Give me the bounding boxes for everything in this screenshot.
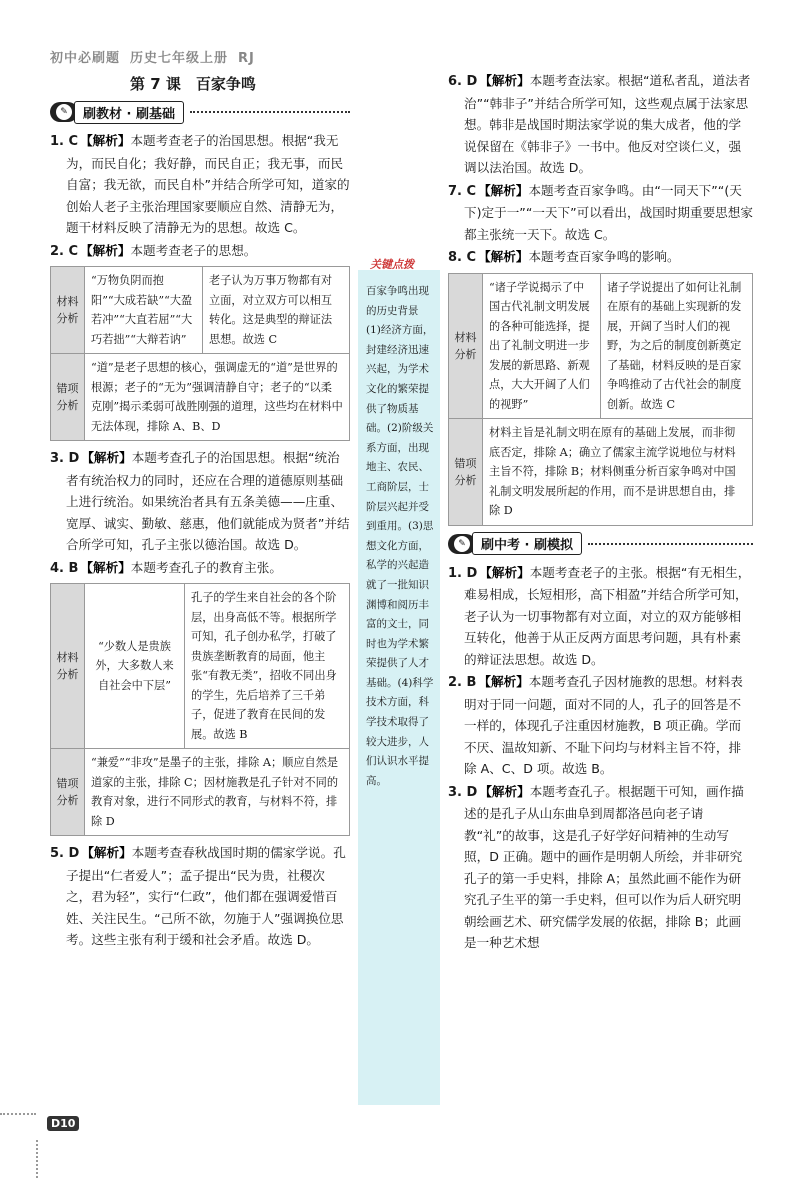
right-column [448, 70, 753, 955]
section-banner-exam: ✎ 刷中考 · 刷模拟 [448, 532, 753, 556]
edge-dots [36, 1140, 38, 1178]
left-column [50, 100, 350, 952]
analysis-table-2: 材料分析 “万物负阴而抱阳”“大成若缺”“大盈若冲”“大直若屈”“大巧若拙”“大辩若讷” 老子认为万事万物都有对立面，对立双方可以相互转化。这是典型的辩证法思想。故选 C 错项分析 “道”是老子思想的核心，强调虚无的“道”是世界的根源；老子的“无为”强调清静自守；老子的“以柔克刚”揭示柔弱可战胜刚强的道理，这些均在材料中无法体现，排除 A、B、D [50, 266, 350, 441]
key-point-title: 关键点拨 [370, 258, 414, 271]
subject-name: 历史七年级上册 [130, 51, 229, 66]
key-point-body: 百家争鸣出现的历史背景 (1)经济方面，封建经济迅速兴起，为学术文化的繁荣提供了物质基础。(2)阶级关系方面，出现地主、农民、工商阶层，士阶层兴起并受到重用。(3)思想文化方面，私学的兴起造就了一批知识渊博和阅历丰富的文士，同时也为学术繁荣提供了人才基础。(4)科学技术方面，科学技术取得了较大进步，人们认识水平提高。 [366, 285, 434, 787]
exam-answer-1: 1. D 【解析】本题考查老子的主张。根据“有无相生，难易相成，长短相形，高下相盈”并结合所学可知，老子认为一切事物都有对立面，对立的双方能够相互转化，他善于从正反两方面思考问题，具有朴素的辩证法思想。故选 D。 [448, 564, 751, 667]
analysis-table-8: 材料分析 “诸子学说揭示了中国古代礼制文明发展的各种可能选择，提出了礼制文明进一步发展的新思路、新观点，大大开阔了人们的视野” 诸子学说提出了如何让礼制在原有的基础上实现新的发展，开阔了当时人们的视野，为之后的制度创新奠定了基础，材料反映的是百家争鸣推动了古代社会的制度创新。故选 C 错项分析 材料主旨是礼制文明在原有的基础上发展，而非彻底否定，排除 A；确立了儒家主流学说地位与材料主旨不符，排除 B；材料侧重分析百家争鸣对中国礼制文明发展所起的作用，而不是讲思想自由，排除 D [448, 273, 753, 526]
answer-8: 8. C 【解析】本题考查百家争鸣的影响。 [448, 249, 680, 265]
page-number: D10 [47, 1116, 79, 1131]
section-banner-basic: ✎ 刷教材 · 刷基础 [50, 100, 350, 124]
corner-dots [0, 1113, 36, 1115]
lesson-title: 第 7 课 百家争鸣 [130, 75, 256, 93]
answer-2: 2. C 【解析】本题考查老子的思想。 [50, 242, 257, 259]
book-icon: ✎ [454, 536, 470, 552]
edition: RJ [238, 51, 255, 66]
book-name: 初中必刷题 [50, 51, 121, 66]
answer-1: 1. C 【解析】本题考查老子的治国思想。根据“我无为，而民自化；我好静，而民自正；我无事，而民自富；我无欲，而民自朴”并结合所学可知，道家的创始人老子主张治理国家要顺应自然、清静无为，题干材料反映了清静无为的思想。故选 C。 [50, 133, 350, 235]
book-icon: ✎ [56, 104, 72, 120]
answer-7: 7. C 【解析】本题考查百家争鸣。由“一同天下”“(天下)定于一”“一天下”可以看出，战国时期重要思想家都主张统一天下。故选 C。 [448, 182, 753, 242]
running-header [50, 47, 265, 66]
answer-3: 3. D 【解析】本题考查孔子的治国思想。根据“统治者有统治权力的同时，还应在合理的道德原则基础上进行统治。如果统治者具有五条美德——庄重、宽厚、诚实、勤敏、慈惠，他们就能成为贤者”并结合所学可知，孔子主张以德治国。故选 D。 [50, 450, 350, 552]
answer-4: 4. B 【解析】本题考查孔子的教育主张。 [50, 559, 282, 576]
answer-6: 6. D 【解析】本题考查法家。根据“道私者乱，道法者治”“韩非子”并结合所学可知，这些观点属于法家思想。韩非是战国时期法家学说的集大成者，他的学说保留在《韩非子》一书中。他反对空谈仁义，强调以法治国。故选 D。 [448, 73, 751, 175]
exam-answer-2: 2. B 【解析】本题考查孔子因材施教的思想。材料表明对于同一问题，面对不同的人，孔子的回答是不一样的，体现孔子注重因材施教，B 项正确。学而不厌、温故知新、不耻下问均与材料主旨不符，排除 A、C、D 项。故选 B。 [448, 674, 743, 776]
answer-5: 5. D 【解析】本题考查春秋战国时期的儒家学说。孔子提出“仁者爱人”；孟子提出“民为贵，社稷次之，君为轻”，实行“仁政”，他们都在强调爱惜百姓、关注民生。“己所不欲，勿施于人”强调换位思考。这些主张有利于缓和社会矛盾。故选 D。 [50, 845, 346, 947]
key-point-sidebar [358, 258, 440, 1105]
analysis-table-4: 材料分析 “少数人是贵族外，大多数人来自社会中下层” 孔子的学生来自社会的各个阶层，出身高低不等。根据所学可知，孔子创办私学，打破了贵族垄断教育的局面，他主张“有教无类”，招收不同出身的学生，先后培养了三千弟子，促进了教育在民间的发展。故选 B 错项分析 “兼爱”“非攻”是墨子的主张，排除 A；顺应自然是道家的主张，排除 C；因材施教是孔子针对不同的教育对象，进行不同形式的教育，与材料不符，排除 D [50, 583, 350, 836]
exam-answer-3: 3. D 【解析】本题考查孔子。根据题干可知，画作描述的是孔子从山东曲阜到周都洛邑向老子请教“礼”的故事，这是孔子好学好问精神的生动写照，D 正确。题中的画作是明朝人所绘，并非研究孔子的第一手史料，排除 A；虽然此画不能作为研究孔子生平的第一手史料，但可以作为后人研究明朝绘画艺术、研究儒学发展的依据，排除 B；此画是一种艺术想 [448, 783, 744, 950]
